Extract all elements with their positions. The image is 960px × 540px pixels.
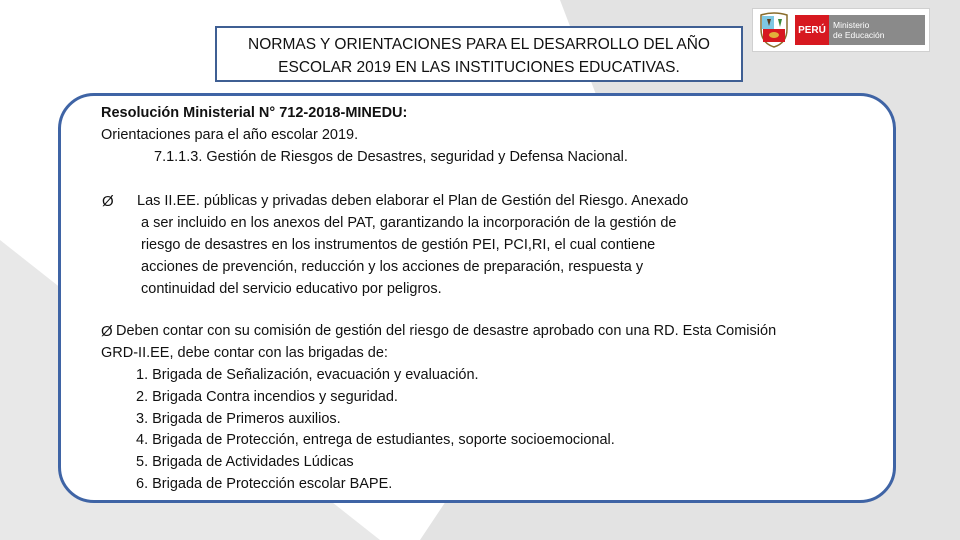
brigade-item: 6. Brigada de Protección escolar BAPE. xyxy=(136,476,393,492)
resolution-heading: Resolución Ministerial N° 712-2018-MINEDU: xyxy=(101,105,408,121)
bullet1-line-5: continuidad del servicio educativo por peligros. xyxy=(141,281,442,297)
bullet-arrow-icon: Ø xyxy=(102,193,114,210)
peru-coat-of-arms-icon xyxy=(757,11,791,49)
brigade-item: 2. Brigada Contra incendios y seguridad. xyxy=(136,389,398,405)
bullet1-line-1: Las II.EE. públicas y privadas deben elaborar el Plan de Gestión del Riesgo. Anexado xyxy=(137,193,689,209)
brigade-item: 1. Brigada de Señalización, evacuación y evaluación. xyxy=(136,367,479,383)
bullet1-line-2: a ser incluido en los anexos del PAT, garantizando la incorporación de la gestión de xyxy=(141,215,677,231)
section-heading: 7.1.1.3. Gestión de Riesgos de Desastres, seguridad y Defensa Nacional. xyxy=(154,149,628,165)
ministry-line-1: Ministerio xyxy=(833,20,870,30)
ministry-label xyxy=(829,15,925,45)
ministry-line-2: de Educación xyxy=(833,30,885,40)
orientation-line: Orientaciones para el año escolar 2019. xyxy=(101,127,359,143)
peru-label: PERÚ xyxy=(795,15,829,45)
bullet2-line-1: Deben contar con su comisión de gestión del riesgo de desastre aprobado con una RD. Esta Comisión xyxy=(116,323,777,339)
title-line-1: NORMAS Y ORIENTACIONES PARA EL DESARROLLO DEL AÑO xyxy=(248,36,710,53)
bullet-arrow-icon: Ø xyxy=(101,323,113,340)
bullet2-line-2: GRD-II.EE, debe contar con las brigadas de: xyxy=(101,345,388,361)
bullet1-line-3: riesgo de desastres en los instrumentos de gestión PEI, PCI,RI, el cual contiene xyxy=(141,237,656,253)
minedu-logo xyxy=(752,8,930,52)
brigade-item: 5. Brigada de Actividades Lúdicas xyxy=(136,454,354,470)
slide-title-box xyxy=(215,26,743,82)
title-line-2: ESCOLAR 2019 EN LAS INSTITUCIONES EDUCATIVAS. xyxy=(278,59,680,76)
brigade-item: 4. Brigada de Protección, entrega de estudiantes, soporte socioemocional. xyxy=(136,432,615,448)
bullet1-line-4: acciones de prevención, reducción y los acciones de preparación, respuesta y xyxy=(141,259,644,275)
brigade-item: 3. Brigada de Primeros auxilios. xyxy=(136,411,341,427)
